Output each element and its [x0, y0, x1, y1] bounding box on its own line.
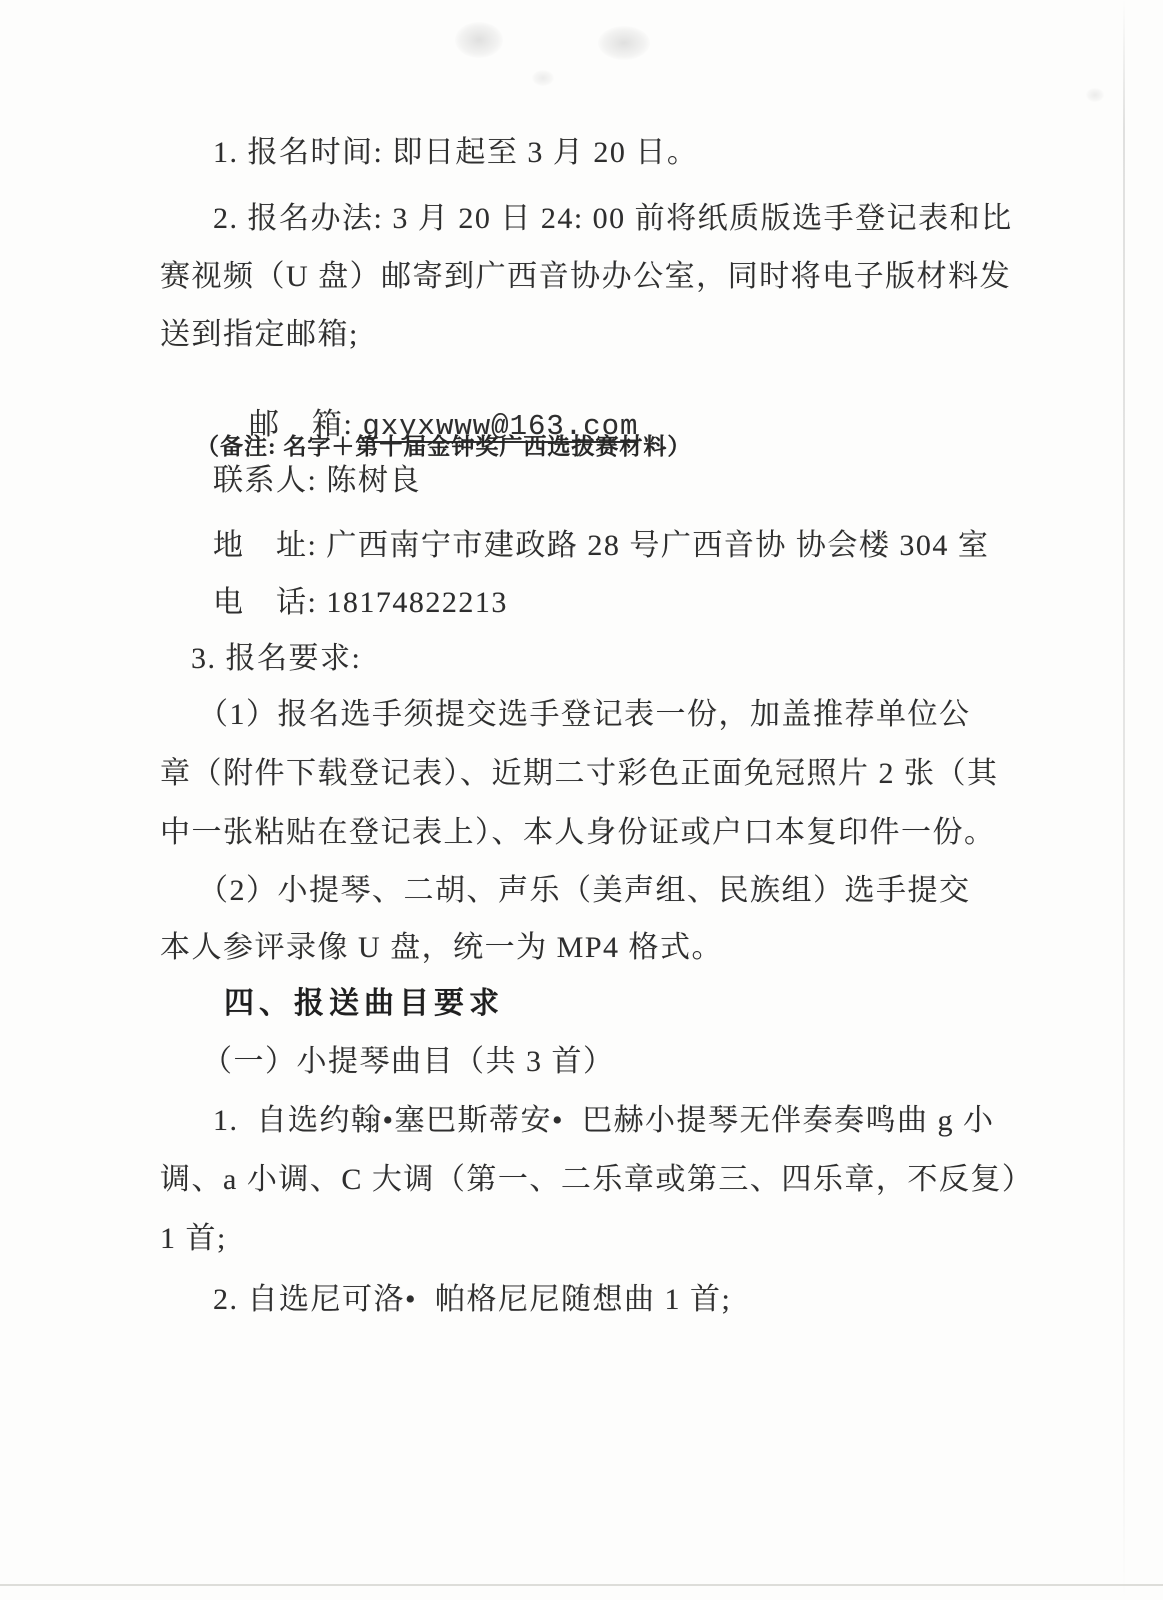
- violin-item-1-line-1: 1. 自选约翰•塞巴斯蒂安• 巴赫小提琴无伴奏奏鸣曲 g 小: [213, 1104, 995, 1137]
- address-line: 地 址: 广西南宁市建政路 28 号广西音协 协会楼 304 室: [213, 529, 990, 562]
- violin-item-1-line-2: 调、a 小调、C 大调（第一、二乐章或第三、四乐章，不反复）: [160, 1163, 1034, 1196]
- scan-smudge: [532, 70, 554, 86]
- phone-line: 电 话: 18174822213: [213, 586, 508, 619]
- registration-method-line-1: 2. 报名办法: 3 月 20 日 24: 00 前将纸质版选手登记表和比: [213, 202, 1013, 235]
- scan-smudge: [1086, 88, 1104, 102]
- scan-smudge: [598, 26, 650, 60]
- repertoire-section-heading: 四、报送曲目要求: [224, 987, 504, 1020]
- scan-bottom-edge: [0, 1584, 1163, 1586]
- email-note-line: （备注: 名字＋第十届金钟奖广西选拔赛材料）: [196, 434, 692, 459]
- registration-method-line-2: 赛视频（U 盘）邮寄到广西音协办公室，同时将电子版材料发: [160, 260, 1012, 293]
- violin-repertoire-subheading: （一）小提琴曲目（共 3 首）: [202, 1045, 615, 1078]
- email-label: 邮 箱:: [249, 408, 363, 441]
- registration-time-line: 1. 报名时间: 即日起至 3 月 20 日。: [213, 136, 699, 169]
- scan-smudge: [455, 22, 503, 58]
- requirements-title-line: 3. 报名要求:: [191, 642, 362, 675]
- violin-item-1-line-3: 1 首;: [160, 1222, 227, 1255]
- requirement-2-line-1: （2）小提琴、二胡、声乐（美声组、民族组）选手提交: [198, 874, 971, 907]
- registration-method-line-3: 送到指定邮箱;: [160, 318, 359, 351]
- requirement-2-line-2: 本人参评录像 U 盘，统一为 MP4 格式。: [160, 931, 724, 964]
- email-address: gxyxwww@163.com: [362, 410, 639, 443]
- violin-item-2-line: 2. 自选尼可洛• 帕格尼尼随想曲 1 首;: [213, 1283, 732, 1316]
- requirement-1-line-1: （1）报名选手须提交选手登记表一份，加盖推荐单位公: [198, 698, 971, 731]
- contact-person-line: 联系人: 陈树良: [213, 464, 421, 497]
- scan-edge-line: [1123, 0, 1125, 1600]
- requirement-1-line-2: 章（附件下载登记表）、近期二寸彩色正面免冠照片 2 张（其: [160, 757, 999, 790]
- requirement-1-line-3: 中一张粘贴在登记表上）、本人身份证或户口本复印件一份。: [160, 816, 996, 849]
